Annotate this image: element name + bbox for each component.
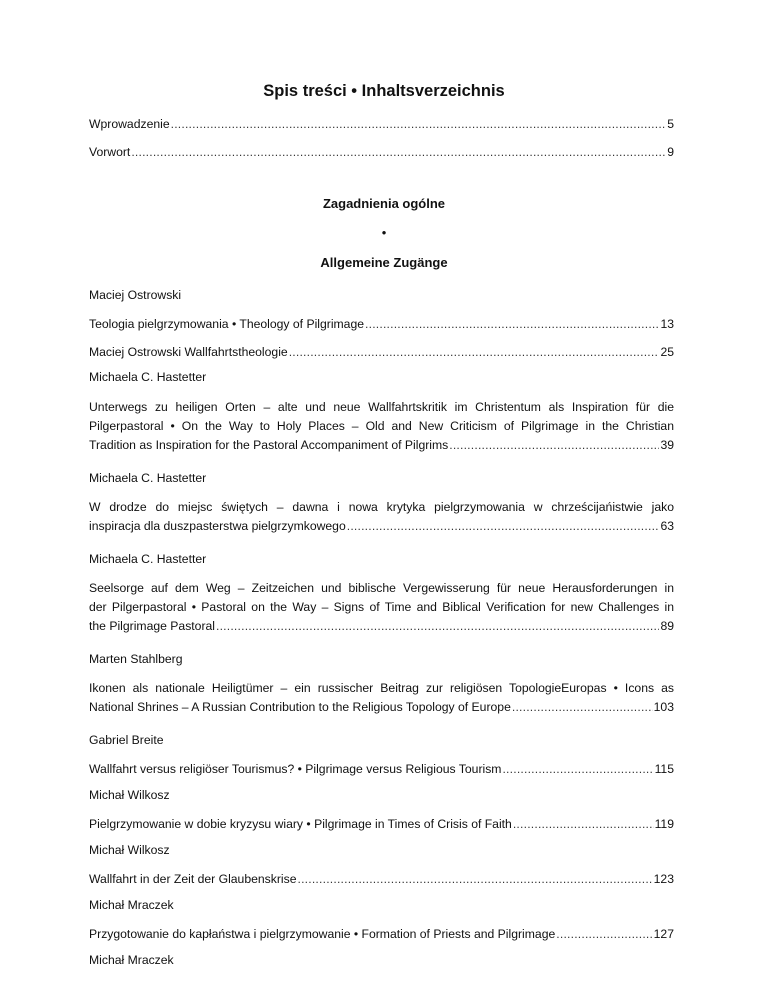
author-name: Gabriel Breite [89, 733, 164, 747]
toc-entry-title: Wallfahrt in der Zeit der Glaubenskrise [89, 872, 297, 886]
toc-page-number: 103 [653, 700, 674, 714]
section-bullet: • [381, 225, 387, 240]
toc-entry-line: Unterwegs zu heiligen Orten – alte und neue Wallfahrtskritik im Christentum als Inspiration für die [89, 400, 674, 414]
dot-leader [289, 343, 660, 362]
author-name: Michaela C. Hastetter [89, 370, 207, 384]
toc-entry[interactable] [89, 498, 674, 536]
toc-page-number: 123 [653, 872, 674, 886]
toc-entry-title: Vorwort [89, 145, 131, 159]
dot-leader [502, 760, 653, 779]
toc-entry[interactable] [89, 679, 674, 717]
toc-entry-title: Wprowadzenie [89, 117, 170, 131]
toc-entry-title: National Shrines – A Russian Contribution to the Religious Topology of Europe [89, 700, 511, 714]
toc-page-number: 127 [653, 927, 674, 941]
author-name: Marten Stahlberg [89, 652, 183, 666]
dot-leader [347, 517, 660, 536]
toc-page-number: 5 [667, 117, 674, 131]
toc-entry-line: Pilgerpastoral • On the Way to Holy Places – Old and New Criticism of Pilgrimage in the Christian [89, 419, 674, 433]
toc-entry-line: Seelsorge auf dem Weg – Zeitzeichen und biblische Vergewisserung für neue Herausforderungen in [89, 581, 674, 595]
toc-entry-title: Maciej Ostrowski Wallfahrtstheologie [89, 345, 288, 359]
dot-leader [131, 143, 666, 162]
toc-page-number: 119 [654, 817, 674, 831]
dot-leader [556, 925, 652, 944]
toc-entry-title: Teologia pielgrzymowania • Theology of Pilgrimage [89, 317, 365, 331]
section-heading-german: Allgemeine Zugänge [320, 255, 448, 270]
toc-entry-line: W drodze do miejsc świętych – dawna i nowa krytyka pielgrzymowania w chrześcijańistwie jako [89, 500, 674, 514]
author-name: Michaela C. Hastetter [89, 552, 207, 566]
toc-page-number: 13 [660, 317, 674, 331]
toc-page-number: 115 [654, 762, 674, 776]
toc-entry[interactable] [89, 343, 674, 362]
toc-page-number: 25 [660, 345, 674, 359]
dot-leader [365, 315, 659, 334]
toc-page-number: 89 [660, 619, 674, 633]
author-name: Michał Mraczek [89, 898, 174, 912]
toc-entry[interactable] [89, 315, 674, 334]
toc-page-number: 39 [660, 438, 674, 452]
toc-entry-title: Pielgrzymowanie w dobie kryzysu wiary • Pilgrimage in Times of Crisis of Faith [89, 817, 512, 831]
toc-entry-title: the Pilgrimage Pastoral [89, 619, 215, 633]
author-name: Michał Wilkosz [89, 843, 170, 857]
author-name: Michaela C. Hastetter [89, 471, 207, 485]
toc-entry[interactable] [89, 870, 674, 889]
toc-entry-line: der Pilgerpastoral • Pastoral on the Way – Signs of Time and Biblical Verification for new Challenges in [89, 600, 674, 614]
dot-leader [216, 617, 659, 636]
toc-entry[interactable] [89, 579, 674, 636]
dot-leader [513, 815, 654, 834]
toc-entry-line: Ikonen als nationale Heiligtümer – ein russischer Beitrag zur religiösen TopologieEuropas • Icons as [89, 681, 674, 695]
dot-leader [171, 115, 667, 134]
page-title: Spis treści • Inhaltsverzeichnis [263, 82, 505, 100]
toc-entry[interactable] [89, 815, 674, 834]
toc-entry-vorwort[interactable] [89, 143, 674, 162]
author-name: Maciej Ostrowski [89, 288, 182, 302]
toc-entry-title: Tradition as Inspiration for the Pastoral Accompaniment of Pilgrims [89, 438, 449, 452]
toc-entry-title: Wallfahrt versus religiöser Tourismus? • Pilgrimage versus Religious Tourism [89, 762, 502, 776]
toc-entry[interactable] [89, 760, 674, 779]
author-name: Michał Mraczek [89, 953, 174, 967]
toc-page-number: 63 [660, 519, 674, 533]
toc-entry-title: inspiracja dla duszpasterstwa pielgrzymkowego [89, 519, 346, 533]
dot-leader [449, 436, 659, 455]
toc-entry-wprowadzenie[interactable] [89, 115, 674, 134]
toc-entry[interactable] [89, 398, 674, 455]
dot-leader [512, 698, 653, 717]
toc-entry[interactable] [89, 925, 674, 944]
toc-page-number: 9 [667, 145, 674, 159]
section-heading-polish: Zagadnienia ogólne [322, 196, 446, 211]
author-name: Michał Wilkosz [89, 788, 170, 802]
toc-entry-title: Przygotowanie do kapłaństwa i pielgrzymowanie • Formation of Priests and Pilgrimage [89, 927, 556, 941]
dot-leader [298, 870, 653, 889]
